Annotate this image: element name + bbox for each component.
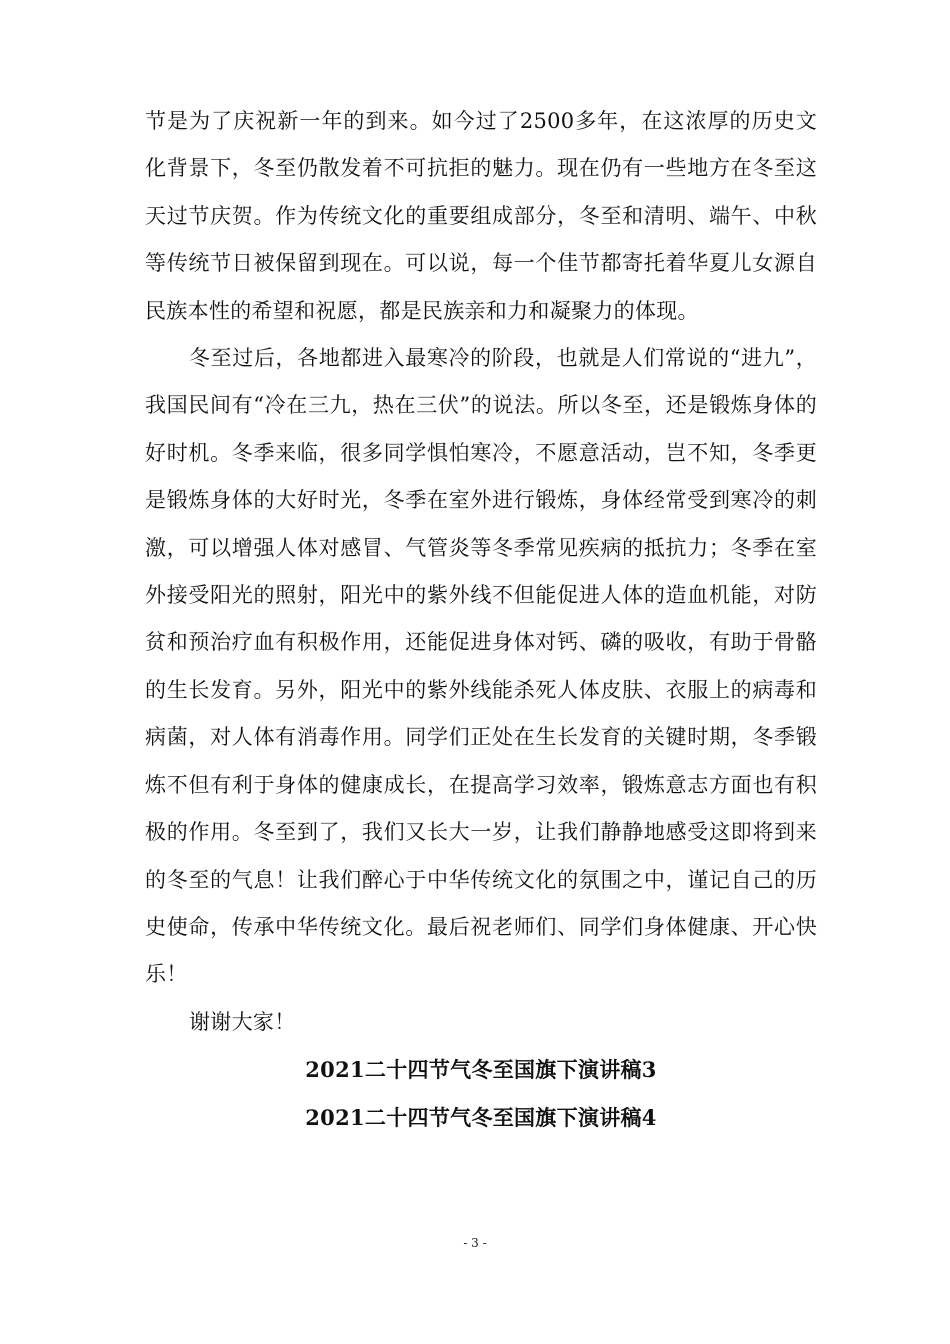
section-heading-4: 2021二十四节气冬至国旗下演讲稿4	[305, 1104, 657, 1130]
section-heading-3: 2021二十四节气冬至国旗下演讲稿3	[305, 1057, 657, 1083]
document-body	[145, 98, 817, 1141]
paragraph-continuation: 节是为了庆祝新一年的到来。如今过了2500多年，在这浓厚的历史文化背景下，冬至仍散发着不可抗拒的魅力。现在仍有一些地方在冬至这天过节庆贺。作为传统文化的重要组成部分，冬至和清明、端午、中秋等传统节日被保留到现在。可以说，每一个佳节都寄托着华夏儿女源自民族本性的希望和祝愿，都是民族亲和力和凝聚力的体现。	[145, 109, 817, 323]
paragraph-winter-exercise: 冬至过后，各地都进入最寒冷的阶段，也就是人们常说的“进九”，我国民间有“冷在三九，热在三伏”的说法。所以冬至，还是锻炼身体的好时机。冬季来临，很多同学惧怕寒冷，不愿意活动，岂不知，冬季更是锻炼身体的大好时光，冬季在室外进行锻炼，身体经常受到寒冷的刺激，可以增强人体对感冒、气管炎等冬季常见疾病的抵抗力；冬季在室外接受阳光的照射，阳光中的紫外线不但能促进人体的造血机能，对防贫和预治疗血有积极作用，还能促进身体对钙、磷的吸收，有助于骨骼的生长发育。另外，阳光中的紫外线能杀死人体皮肤、衣服上的病毒和病菌，对人体有消毒作用。同学们正处在生长发育的关键时期，冬季锻炼不但有利于身体的健康成长，在提高学习效率，锻炼意志方面也有积极的作用。冬至到了，我们又长大一岁，让我们静静地感受这即将到来的冬至的气息！让我们醉心于中华传统文化的氛围之中，谨记自己的历史使命，传承中华传统文化。最后祝老师们、同学们身体健康、开心快乐！	[145, 346, 817, 987]
paragraph-thanks: 谢谢大家！	[189, 1009, 296, 1034]
page-number: - 3 -	[463, 1236, 487, 1250]
